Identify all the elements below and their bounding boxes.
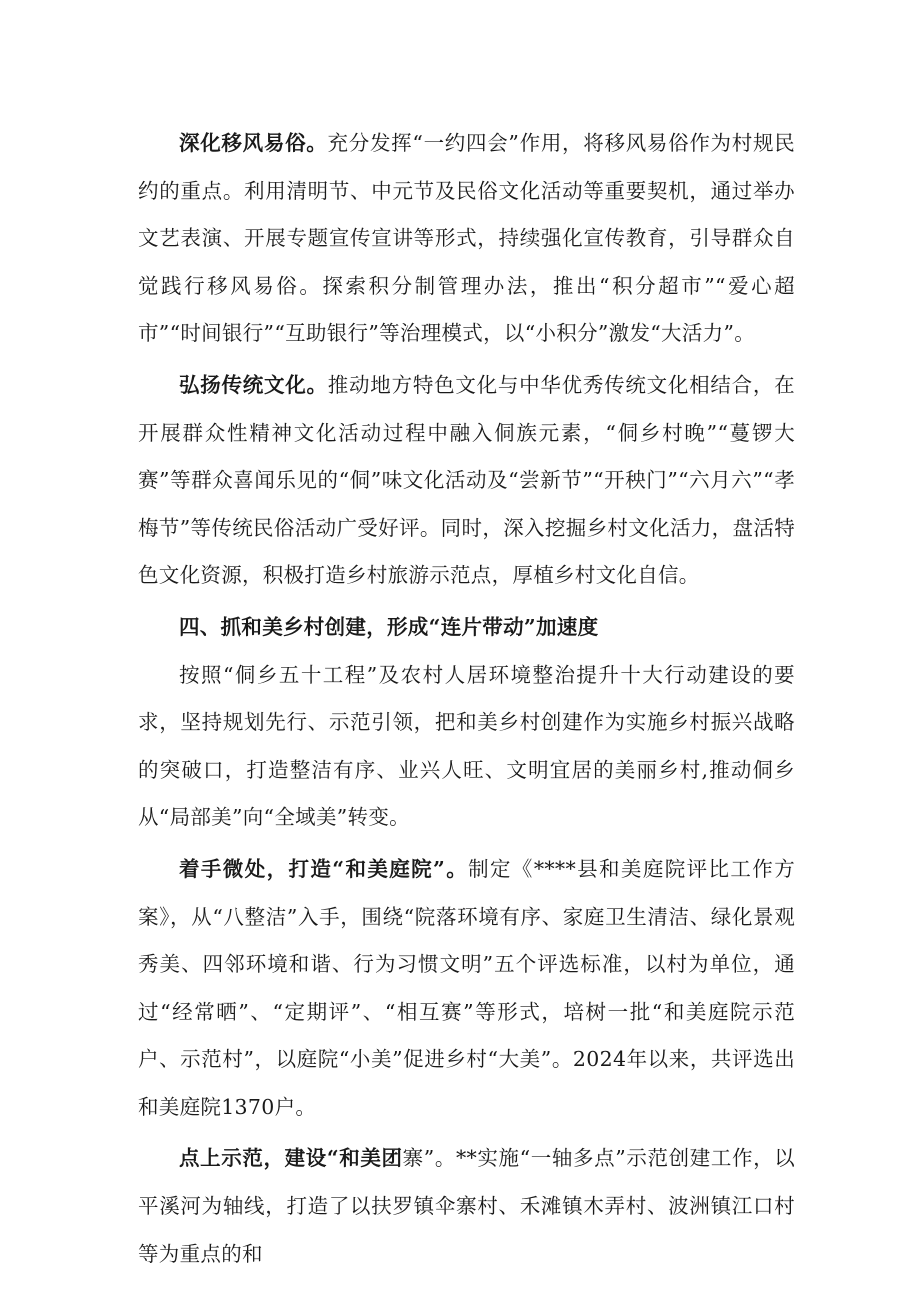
paragraph-lead: 点上示范，建设“和美团: [179, 1146, 403, 1171]
paragraph-text: 充分发挥“一约四会”作用，将移风易俗作为村规民约的重点。利用清明节、中元节及民俗文化活动等重要契机，通过举办文艺表演、开展专题宣传宣讲等形式，持续强化宣传教育，引导群众自觉践行移风易俗。探索积分制管理办法，推出“积分超市”“爱心超市”“时间银行”“互助银行”等治理模式，以“小积分”激发“大活力”。: [138, 131, 796, 346]
paragraph-courtyard: [138, 846, 795, 1132]
paragraph-demonstration: [138, 1135, 795, 1278]
paragraph-text: 制定《****县和美庭院评比工作方案》，从“八整洁”入手，围绕“院落环境有序、家庭卫生清洁、绿化景观秀美、四邻环境和谐、行为习惯文明”五个评选标准，以村为单位，通过“经常晒”、“定期评”、“相互赛”等形式，培树一批“和美庭院示范户、示范村”，以庭院“小美”促进乡村“大美”。2024年以来，共评选出和美庭院1370户。: [138, 856, 795, 1119]
paragraph-text: 按照“侗乡五十工程”及农村人居环境整治提升十大行动建设的要求，坚持规划先行、示范引领，把和美乡村创建作为实施乡村振兴战略的突破口，打造整洁有序、业兴人旺、文明宜居的美丽乡村,推动侗乡从“局部美”向“全域美”转变。: [138, 662, 795, 830]
paragraph-customs: [138, 120, 795, 358]
paragraph-culture: [138, 362, 795, 600]
paragraph-text: 寨”。**实施“一轴多点”示范创建工作，以平溪河为轴线，打造了以扶罗镇伞寨村、禾滩镇木弄村、波洲镇江口村等为重点的和: [138, 1146, 795, 1266]
paragraph-plan: [138, 652, 795, 842]
paragraph-text: 推动地方特色文化与中华优秀传统文化相结合，在开展群众性精神文化活动过程中融入侗族元素，“侗乡村晚”“蔓锣大赛”等群众喜闻乐见的“侗”味文化活动及“尝新节”“开秧门”“六月六”“孝梅节”等传统民俗活动广受好评。同时，深入挖掘乡村文化活力，盘活特色文化资源，积极打造乡村旅游示范点，厚植乡村文化自信。: [138, 372, 795, 588]
section-heading: 四、抓和美乡村创建，形成“连片带动”加速度: [179, 614, 599, 639]
paragraph-lead: 弘扬传统文化。: [179, 372, 328, 397]
paragraph-lead: 着手微处，打造“和美庭院”。: [179, 856, 469, 881]
paragraph-lead: 深化移风易俗。: [179, 131, 328, 155]
